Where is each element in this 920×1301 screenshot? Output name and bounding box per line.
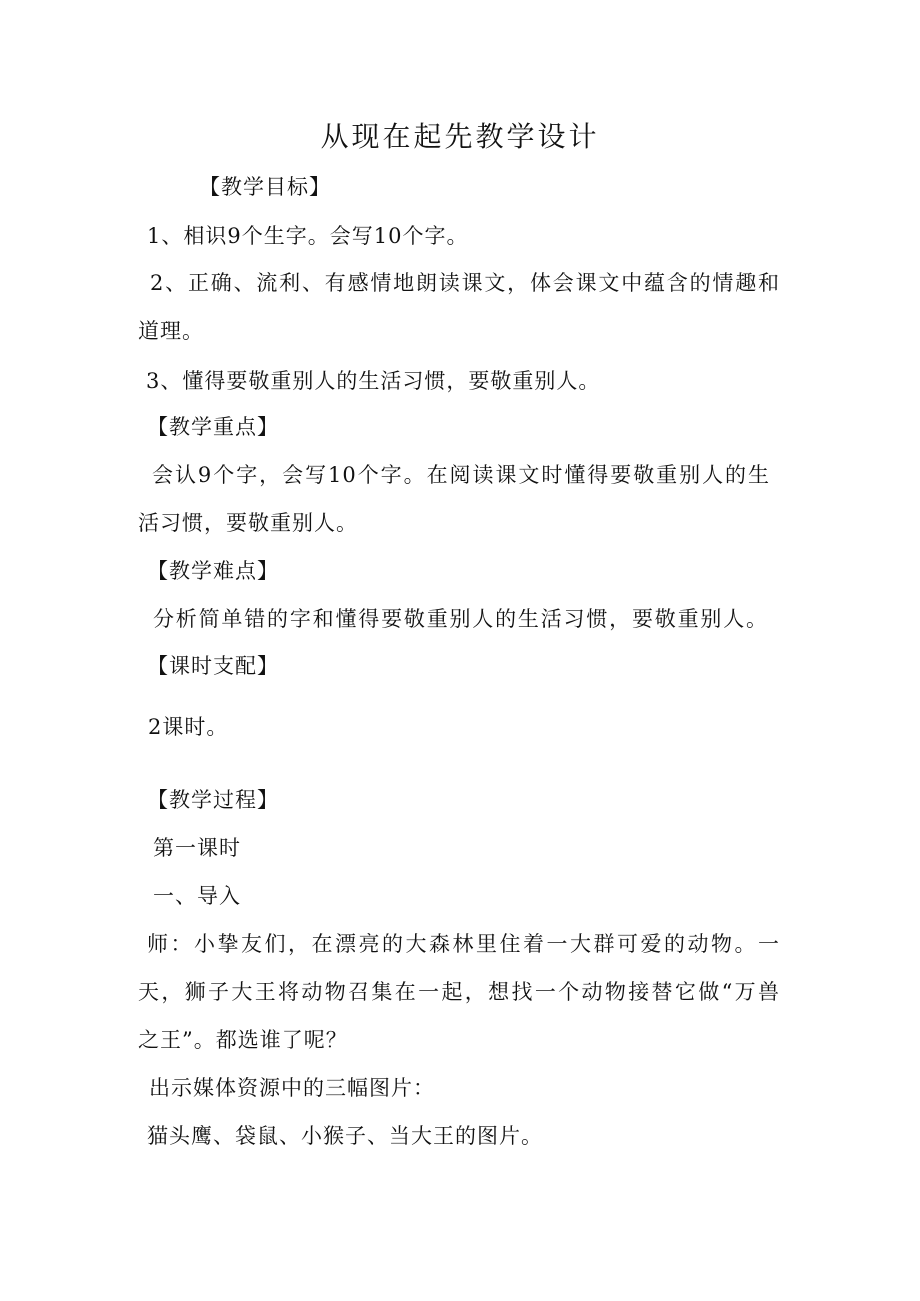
show-media-line: 出示媒体资源中的三幅图片： <box>149 1076 435 1100</box>
schedule-line: 2课时。 <box>148 715 229 739</box>
teacher-line-3: 之王”。都选谁了呢？ <box>138 1028 348 1052</box>
pictures-line: 猫头鹰、袋鼠、小猴子、当大王的图片。 <box>147 1124 543 1148</box>
goal-3: 3、懂得要敬重别人的生活习惯，要敬重别人。 <box>146 369 601 393</box>
goal-1: 1、相识9个生字。会写10个字。 <box>147 224 469 248</box>
difficulty-line: 分析简单错的字和懂得要敬重别人的生活习惯，要敬重别人。 <box>153 607 768 631</box>
lesson-1-label: 第一课时 <box>153 836 241 860</box>
key-points-line-1: 会认9个字，会写10个字。在阅读课文时懂得要敬重别人的生 <box>152 463 770 487</box>
difficulty-heading: 【教学难点】 <box>147 559 279 583</box>
key-points-line-2: 活习惯，要敬重别人。 <box>138 511 358 535</box>
goal-2-line-2: 道理。 <box>138 319 204 343</box>
goal-2-line-1: 2、正确、流利、有感情地朗读课文，体会课文中蕴含的情趣和 <box>150 271 780 295</box>
teacher-line-1: 师：小挚友们，在漂亮的大森林里住着一大群可爱的动物。一 <box>147 932 780 956</box>
teacher-line-2: 天，狮子大王将动物召集在一起，想找一个动物接替它做“万兽 <box>138 980 780 1004</box>
section-1-label: 一、导入 <box>153 884 241 908</box>
document-title: 从现在起先教学设计 <box>320 120 600 153</box>
process-heading: 【教学过程】 <box>147 788 279 812</box>
key-points-heading: 【教学重点】 <box>147 415 279 439</box>
goals-heading: 【教学目标】 <box>199 175 331 199</box>
schedule-heading: 【课时支配】 <box>147 654 279 678</box>
